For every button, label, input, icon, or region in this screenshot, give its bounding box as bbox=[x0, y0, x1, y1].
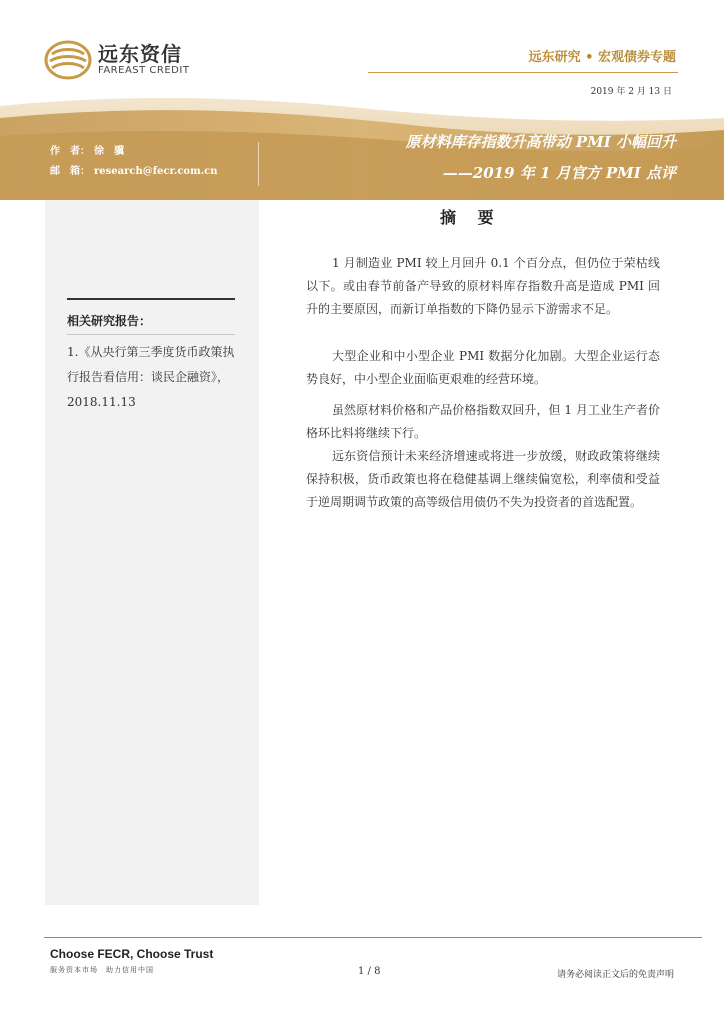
footer-rule bbox=[44, 937, 702, 938]
author-name: 徐 骥 bbox=[94, 146, 124, 157]
related-reports-heading: 相关研究报告： bbox=[67, 314, 152, 328]
abstract-paragraph: 大型企业和中小型企业 PMI 数据分化加剧。大型企业运行态势良好，中小型企业面临更艰难的经营环境。 bbox=[306, 349, 660, 386]
footer-subslogan: 服务资本市场 助力信用中国 bbox=[50, 966, 154, 974]
report-title: 原材料库存指数升高带动 PMI 小幅回升 bbox=[405, 133, 676, 151]
author-email[interactable]: research@fecr.com.cn bbox=[94, 166, 218, 177]
author-info bbox=[50, 142, 218, 182]
abstract-paragraph: 1 月制造业 PMI 较上月回升 0.1 个百分点，但仍位于荣枯线以下。或由春节前备产导致的原材料库存指数升高是造成 PMI 回升的主要原因，而新订单指数的下降仍显示下游需求不足。 bbox=[306, 256, 660, 316]
report-header bbox=[0, 0, 724, 200]
sidebar bbox=[45, 200, 259, 905]
logo-chinese-name: 远东资信 bbox=[98, 42, 182, 66]
author-label: 作 者： bbox=[50, 146, 90, 157]
sidebar-rule bbox=[67, 298, 235, 300]
report-date: 2019 年 2 月 13 日 bbox=[590, 87, 672, 97]
report-series: 远东研究 • 宏观债券专题 bbox=[528, 50, 676, 65]
abstract-paragraph: 虽然原材料价格和产品价格指数双回升，但 1 月工业生产者价格环比料将继续下行。 bbox=[306, 403, 660, 440]
company-logo bbox=[44, 40, 189, 80]
report-subtitle: ——2019 年 1 月官方 PMI 点评 bbox=[442, 164, 676, 182]
footer-disclaimer: 请务必阅读正文后的免责声明 bbox=[556, 970, 674, 980]
sidebar-separator bbox=[67, 334, 235, 335]
related-report-item[interactable]: 1.《从央行第三季度货币政策执行报告看信用：谈民企融资》，2018.11.13 bbox=[67, 345, 235, 409]
abstract-heading: 摘 要 bbox=[440, 208, 502, 227]
footer-slogan: Choose FECR, Choose Trust bbox=[50, 947, 214, 961]
header-divider bbox=[368, 72, 678, 73]
abstract-paragraph: 远东资信预计未来经济增速或将进一步放缓，财政政策将继续保持积极，货币政策也将在稳健基调上继续偏宽松，利率债和受益于逆周期调节政策的高等级信用债仍不失为投资者的首选配置。 bbox=[306, 449, 660, 509]
email-label: 邮 箱： bbox=[50, 166, 90, 177]
logo-mark-icon bbox=[44, 40, 92, 80]
page-number: 1 / 8 bbox=[358, 966, 381, 977]
logo-english-name: FAREAST CREDIT bbox=[98, 65, 190, 76]
band-divider bbox=[258, 142, 259, 186]
